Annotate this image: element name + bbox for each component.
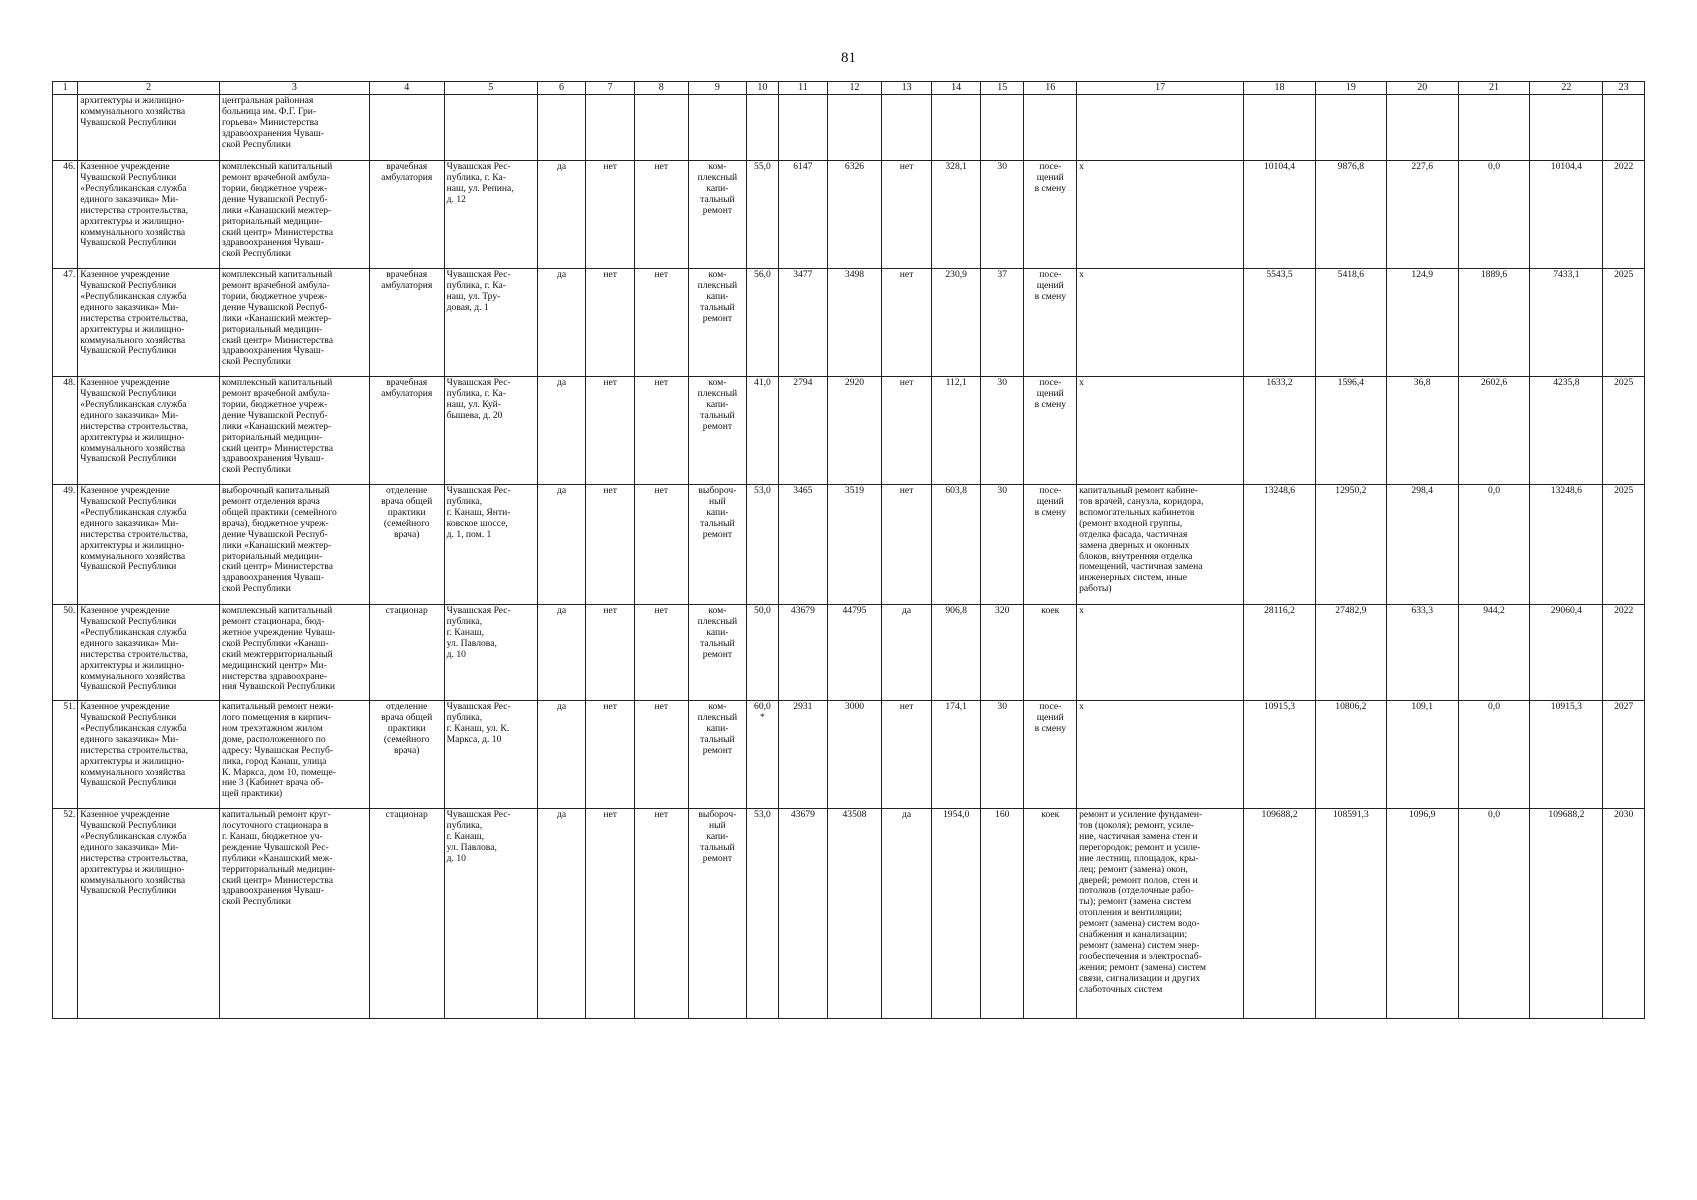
capacity-cell: 30 (980, 701, 1024, 809)
amount-cell: 109,1 (1386, 701, 1458, 809)
value-cell: 6326 (828, 161, 882, 269)
column-header: 3 (219, 82, 369, 95)
customer-cell: Казенное учреждение Чувашской Республики «Республиканская служба единого заказчика» Ми- нистерства строительства, архитектуры и жилищно- коммунального хозяйства Чувашской Республики (78, 269, 220, 377)
column-header: 14 (932, 82, 981, 95)
amount-cell: 10104,4 (1244, 161, 1316, 269)
area-cell: 328,1 (932, 161, 981, 269)
amount-cell: 298,4 (1386, 485, 1458, 605)
amount-cell: 109688,2 (1530, 809, 1603, 1019)
address-cell: Чувашская Рес- публика, г. Ка- наш, ул. Куй- бышева, д. 20 (444, 377, 537, 485)
row-number: 49. (53, 485, 78, 605)
value-cell: 44795 (828, 605, 882, 701)
column-header: 22 (1530, 82, 1603, 95)
amount-cell: 13248,6 (1530, 485, 1603, 605)
amount-cell: 28116,2 (1244, 605, 1316, 701)
amount-cell (1458, 95, 1530, 161)
flag-cell: да (881, 605, 932, 701)
amount-cell: 36,8 (1386, 377, 1458, 485)
value-cell: 6147 (778, 161, 828, 269)
column-header: 1 (53, 82, 78, 95)
repair-kind-cell: ком- плексный капи- тальный ремонт (688, 269, 747, 377)
capacity-cell (980, 95, 1024, 161)
amount-cell: 109688,2 (1244, 809, 1316, 1019)
year-cell: 2025 (1603, 269, 1645, 377)
amount-cell: 1889,6 (1458, 269, 1530, 377)
table-row (53, 605, 1645, 701)
table-row (53, 701, 1645, 809)
year-cell (1603, 95, 1645, 161)
year-cell: 2025 (1603, 377, 1645, 485)
flag-cell: нет (586, 161, 635, 269)
unit-cell: коек (1024, 605, 1077, 701)
row-number (53, 95, 78, 161)
amount-cell (1244, 95, 1316, 161)
column-header: 5 (444, 82, 537, 95)
table-row (53, 809, 1645, 1019)
capital-repair-table (52, 81, 1645, 1019)
column-header: 10 (747, 82, 778, 95)
amount-cell: 10806,2 (1315, 701, 1386, 809)
flag-cell: нет (586, 377, 635, 485)
amount-cell: 1596,4 (1315, 377, 1386, 485)
works-list-cell: х (1077, 161, 1244, 269)
wear-percent-cell (747, 95, 778, 161)
row-number: 52. (53, 809, 78, 1019)
repair-kind-cell: ком- плексный капи- тальный ремонт (688, 161, 747, 269)
row-number: 46. (53, 161, 78, 269)
amount-cell: 944,2 (1458, 605, 1530, 701)
object-type-cell (369, 95, 444, 161)
flag-cell: да (537, 161, 586, 269)
value-cell: 3000 (828, 701, 882, 809)
address-cell: Чувашская Рес- публика, г. Ка- наш, ул. Тру- довая, д. 1 (444, 269, 537, 377)
amount-cell (1530, 95, 1603, 161)
flag-cell: нет (586, 269, 635, 377)
customer-cell: Казенное учреждение Чувашской Республики «Республиканская служба единого заказчика» Ми- нистерства строительства, архитектуры и жилищно- коммунального хозяйства Чувашской Республики (78, 809, 220, 1019)
value-cell: 43679 (778, 809, 828, 1019)
column-header: 17 (1077, 82, 1244, 95)
amount-cell: 227,6 (1386, 161, 1458, 269)
table-row (53, 377, 1645, 485)
flag-cell: нет (634, 269, 688, 377)
repair-kind-cell: выбороч- ный капи- тальный ремонт (688, 809, 747, 1019)
amount-cell: 124,9 (1386, 269, 1458, 377)
amount-cell: 29060,4 (1530, 605, 1603, 701)
wear-percent-cell: 53,0 (747, 485, 778, 605)
customer-cell: Казенное учреждение Чувашской Республики «Республиканская служба единого заказчика» Ми- нистерства строительства, архитектуры и жилищно- коммунального хозяйства Чувашской Республики (78, 161, 220, 269)
amount-cell: 0,0 (1458, 701, 1530, 809)
value-cell: 3465 (778, 485, 828, 605)
amount-cell: 5418,6 (1315, 269, 1386, 377)
capacity-cell: 30 (980, 377, 1024, 485)
customer-cell: Казенное учреждение Чувашской Республики «Республиканская служба единого заказчика» Ми- нистерства строительства, архитектуры и жилищно- коммунального хозяйства Чувашской Республики (78, 485, 220, 605)
column-header: 8 (634, 82, 688, 95)
unit-cell (1024, 95, 1077, 161)
customer-cell: Казенное учреждение Чувашской Республики «Республиканская служба единого заказчика» Ми- нистерства строительства, архитектуры и жилищно- коммунального хозяйства Чувашской Республики (78, 701, 220, 809)
unit-cell: коек (1024, 809, 1077, 1019)
year-cell: 2022 (1603, 605, 1645, 701)
works-list-cell: х (1077, 269, 1244, 377)
flag-cell: нет (881, 485, 932, 605)
flag-cell: да (537, 809, 586, 1019)
column-header: 11 (778, 82, 828, 95)
row-number: 48. (53, 377, 78, 485)
table-row (53, 95, 1645, 161)
wear-percent-cell: 53,0 (747, 809, 778, 1019)
value-cell: 2931 (778, 701, 828, 809)
flag-cell: нет (586, 605, 635, 701)
column-header: 19 (1315, 82, 1386, 95)
capacity-cell: 30 (980, 485, 1024, 605)
column-header: 7 (586, 82, 635, 95)
value-cell: 43679 (778, 605, 828, 701)
table-row (53, 485, 1645, 605)
flag-cell: нет (634, 605, 688, 701)
unit-cell: посе- щений в смену (1024, 701, 1077, 809)
object-type-cell: врачебная амбулатория (369, 161, 444, 269)
flag-cell: нет (634, 161, 688, 269)
flag-cell: нет (634, 701, 688, 809)
works-list-cell: х (1077, 605, 1244, 701)
column-header: 18 (1244, 82, 1316, 95)
flag-cell: да (537, 485, 586, 605)
address-cell: Чувашская Рес- публика, г. Канаш, ул. Павлова, д. 10 (444, 605, 537, 701)
table-row (53, 269, 1645, 377)
column-header: 21 (1458, 82, 1530, 95)
amount-cell: 1633,2 (1244, 377, 1316, 485)
address-cell: Чувашская Рес- публика, г. Ка- наш, ул. Репина, д. 12 (444, 161, 537, 269)
value-cell (828, 95, 882, 161)
area-cell: 1954,0 (932, 809, 981, 1019)
amount-cell: 1096,9 (1386, 809, 1458, 1019)
flag-cell: да (881, 809, 932, 1019)
repair-kind-cell: ком- плексный капи- тальный ремонт (688, 605, 747, 701)
amount-cell (1315, 95, 1386, 161)
column-header: 2 (78, 82, 220, 95)
wear-percent-cell: 41,0 (747, 377, 778, 485)
flag-cell: да (537, 377, 586, 485)
object-cell: комплексный капитальный ремонт стационара, бюд- жетное учреждение Чуваш- ской Республики «Канаш- ский межтерриториальный медицинский центр» Ми- нистерства здравоохране- ния Чувашской Республики (219, 605, 369, 701)
flag-cell: нет (634, 809, 688, 1019)
amount-cell: 108591,3 (1315, 809, 1386, 1019)
object-cell: выборочный капитальный ремонт отделения врача общей практики (семейного врача), бюджетное учреж- дение Чувашской Респуб- лики «Канашский межтер- риториальный медицин- ский центр» Министерства здравоохранения Чуваш- ской Республики (219, 485, 369, 605)
flag-cell: нет (881, 269, 932, 377)
year-cell: 2030 (1603, 809, 1645, 1019)
object-cell: комплексный капитальный ремонт врачебной амбула- тории, бюджетное учреж- дение Чувашской Респуб- лики «Канашский межтер- риториальный медицин- ский центр» Министерства здравоохранения Чуваш- ской Республики (219, 269, 369, 377)
column-header: 15 (980, 82, 1024, 95)
wear-percent-cell: 60,0 * (747, 701, 778, 809)
object-type-cell: врачебная амбулатория (369, 269, 444, 377)
repair-kind-cell (688, 95, 747, 161)
unit-cell: посе- щений в смену (1024, 485, 1077, 605)
amount-cell: 5543,5 (1244, 269, 1316, 377)
object-type-cell: отделение врача общей практики (семейного врача) (369, 701, 444, 809)
wear-percent-cell: 56,0 (747, 269, 778, 377)
wear-percent-cell: 50,0 (747, 605, 778, 701)
capacity-cell: 30 (980, 161, 1024, 269)
flag-cell: нет (881, 701, 932, 809)
amount-cell (1386, 95, 1458, 161)
column-header: 20 (1386, 82, 1458, 95)
object-type-cell: врачебная амбулатория (369, 377, 444, 485)
flag-cell: нет (586, 701, 635, 809)
capacity-cell: 37 (980, 269, 1024, 377)
page-number: 81 (841, 50, 856, 66)
column-number-row (53, 82, 1645, 95)
unit-cell: посе- щений в смену (1024, 377, 1077, 485)
amount-cell: 9876,8 (1315, 161, 1386, 269)
flag-cell: нет (634, 485, 688, 605)
works-list-cell (1077, 95, 1244, 161)
repair-kind-cell: ком- плексный капи- тальный ремонт (688, 701, 747, 809)
object-type-cell: стационар (369, 605, 444, 701)
flag-cell (586, 95, 635, 161)
address-cell: Чувашская Рес- публика, г. Канаш, ул. Павлова, д. 10 (444, 809, 537, 1019)
repair-kind-cell: ком- плексный капи- тальный ремонт (688, 377, 747, 485)
flag-cell: нет (586, 809, 635, 1019)
address-cell: Чувашская Рес- публика, г. Канаш, ул. К. Маркса, д. 10 (444, 701, 537, 809)
unit-cell: посе- щений в смену (1024, 161, 1077, 269)
object-cell: центральная районная больница им. Ф.Г. Гри- горьева» Министерства здравоохранения Чуваш- ской Республики (219, 95, 369, 161)
value-cell: 43508 (828, 809, 882, 1019)
works-list-cell: х (1077, 377, 1244, 485)
column-header: 12 (828, 82, 882, 95)
flag-cell: да (537, 269, 586, 377)
column-header: 6 (537, 82, 586, 95)
amount-cell: 4235,8 (1530, 377, 1603, 485)
address-cell: Чувашская Рес- публика, г. Канаш, Янти- ковское шоссе, д. 1, пом. 1 (444, 485, 537, 605)
object-cell: капитальный ремонт нежи- лого помещения в кирпич- ном трехэтажном жилом доме, расположенного по адресу: Чувашская Респуб- лика, город Канаш, улица К. Маркса, дом 10, помеще- ние 3 (Кабинет врача об- щей практики) (219, 701, 369, 809)
amount-cell: 0,0 (1458, 485, 1530, 605)
address-cell (444, 95, 537, 161)
amount-cell: 7433,1 (1530, 269, 1603, 377)
value-cell: 3519 (828, 485, 882, 605)
flag-cell: да (537, 701, 586, 809)
area-cell: 112,1 (932, 377, 981, 485)
customer-cell: Казенное учреждение Чувашской Республики «Республиканская служба единого заказчика» Ми- нистерства строительства, архитектуры и жилищно- коммунального хозяйства Чувашской Республики (78, 605, 220, 701)
value-cell: 2794 (778, 377, 828, 485)
works-list-cell: х (1077, 701, 1244, 809)
year-cell: 2025 (1603, 485, 1645, 605)
object-cell: комплексный капитальный ремонт врачебной амбула- тории, бюджетное учреж- дение Чувашской Респуб- лики «Канашский межтер- риториальный медицин- ский центр» Министерства здравоохранения Чуваш- ской Республики (219, 161, 369, 269)
amount-cell: 0,0 (1458, 809, 1530, 1019)
object-cell: комплексный капитальный ремонт врачебной амбула- тории, бюджетное учреж- дение Чувашской Респуб- лики «Канашский межтер- риториальный медицин- ский центр» Министерства здравоохранения Чуваш- ской Республики (219, 377, 369, 485)
value-cell: 2920 (828, 377, 882, 485)
amount-cell: 10104,4 (1530, 161, 1603, 269)
row-number: 47. (53, 269, 78, 377)
flag-cell: нет (881, 377, 932, 485)
row-number: 51. (53, 701, 78, 809)
amount-cell: 13248,6 (1244, 485, 1316, 605)
area-cell (932, 95, 981, 161)
row-number: 50. (53, 605, 78, 701)
value-cell (778, 95, 828, 161)
amount-cell: 10915,3 (1244, 701, 1316, 809)
amount-cell: 12950,2 (1315, 485, 1386, 605)
column-header: 13 (881, 82, 932, 95)
flag-cell (537, 95, 586, 161)
column-header: 23 (1603, 82, 1645, 95)
repair-kind-cell: выбороч- ный капи- тальный ремонт (688, 485, 747, 605)
works-list-cell: ремонт и усиление фундамен- тов (цоколя); ремонт, усиле- ние, частичная замена стен и перегородок; ремонт и усиле- ние лестниц, площадок, кры- лец; ремонт (замена) окон, дверей; ремонт полов, стен и потолков (отделочные рабо- ты); ремонт (замена систем отопления и вентиляции; ремонт (замена) систем водо- снабжения и канализации; ремонт (замена) систем энер- гообеспечения и электросnаб- жения; ремонт (замена) систем связи, сигнализации и других слаботочных систем (1077, 809, 1244, 1019)
unit-cell: посе- щений в смену (1024, 269, 1077, 377)
customer-cell: Казенное учреждение Чувашской Республики «Республиканская служба единого заказчика» Ми- нистерства строительства, архитектуры и жилищно- коммунального хозяйства Чувашской Республики (78, 377, 220, 485)
year-cell: 2027 (1603, 701, 1645, 809)
amount-cell: 10915,3 (1530, 701, 1603, 809)
wear-percent-cell: 55,0 (747, 161, 778, 269)
table-row (53, 161, 1645, 269)
flag-cell: нет (586, 485, 635, 605)
flag-cell (634, 95, 688, 161)
year-cell: 2022 (1603, 161, 1645, 269)
capacity-cell: 320 (980, 605, 1024, 701)
object-cell: капитальный ремонт круг- лосуточного стационара в г. Канаш, бюджетное уч- реждение Чувашской Рес- публики «Канашский меж- территориальный медицин- ский центр» Министерства здравоохранения Чуваш- ской Республики (219, 809, 369, 1019)
value-cell: 3477 (778, 269, 828, 377)
area-cell: 174,1 (932, 701, 981, 809)
column-header: 4 (369, 82, 444, 95)
value-cell: 3498 (828, 269, 882, 377)
customer-cell: архитектуры и жилищно- коммунального хозяйства Чувашской Республики (78, 95, 220, 161)
flag-cell (881, 95, 932, 161)
object-type-cell: стационар (369, 809, 444, 1019)
amount-cell: 2602,6 (1458, 377, 1530, 485)
area-cell: 906,8 (932, 605, 981, 701)
column-header: 9 (688, 82, 747, 95)
amount-cell: 27482,9 (1315, 605, 1386, 701)
works-list-cell: капитальный ремонт кабине- тов врачей, санузла, коридора, вспомогательных кабинетов (ремонт входной группы, отделка фасада, частичная замена дверных и оконных блоков, внутренняя отделка помещений, частичная замена инженерных систем, иные работы) (1077, 485, 1244, 605)
area-cell: 230,9 (932, 269, 981, 377)
flag-cell: да (537, 605, 586, 701)
amount-cell: 633,3 (1386, 605, 1458, 701)
capacity-cell: 160 (980, 809, 1024, 1019)
amount-cell: 0,0 (1458, 161, 1530, 269)
flag-cell: нет (634, 377, 688, 485)
area-cell: 603,8 (932, 485, 981, 605)
object-type-cell: отделение врача общей практики (семейного врача) (369, 485, 444, 605)
column-header: 16 (1024, 82, 1077, 95)
flag-cell: нет (881, 161, 932, 269)
